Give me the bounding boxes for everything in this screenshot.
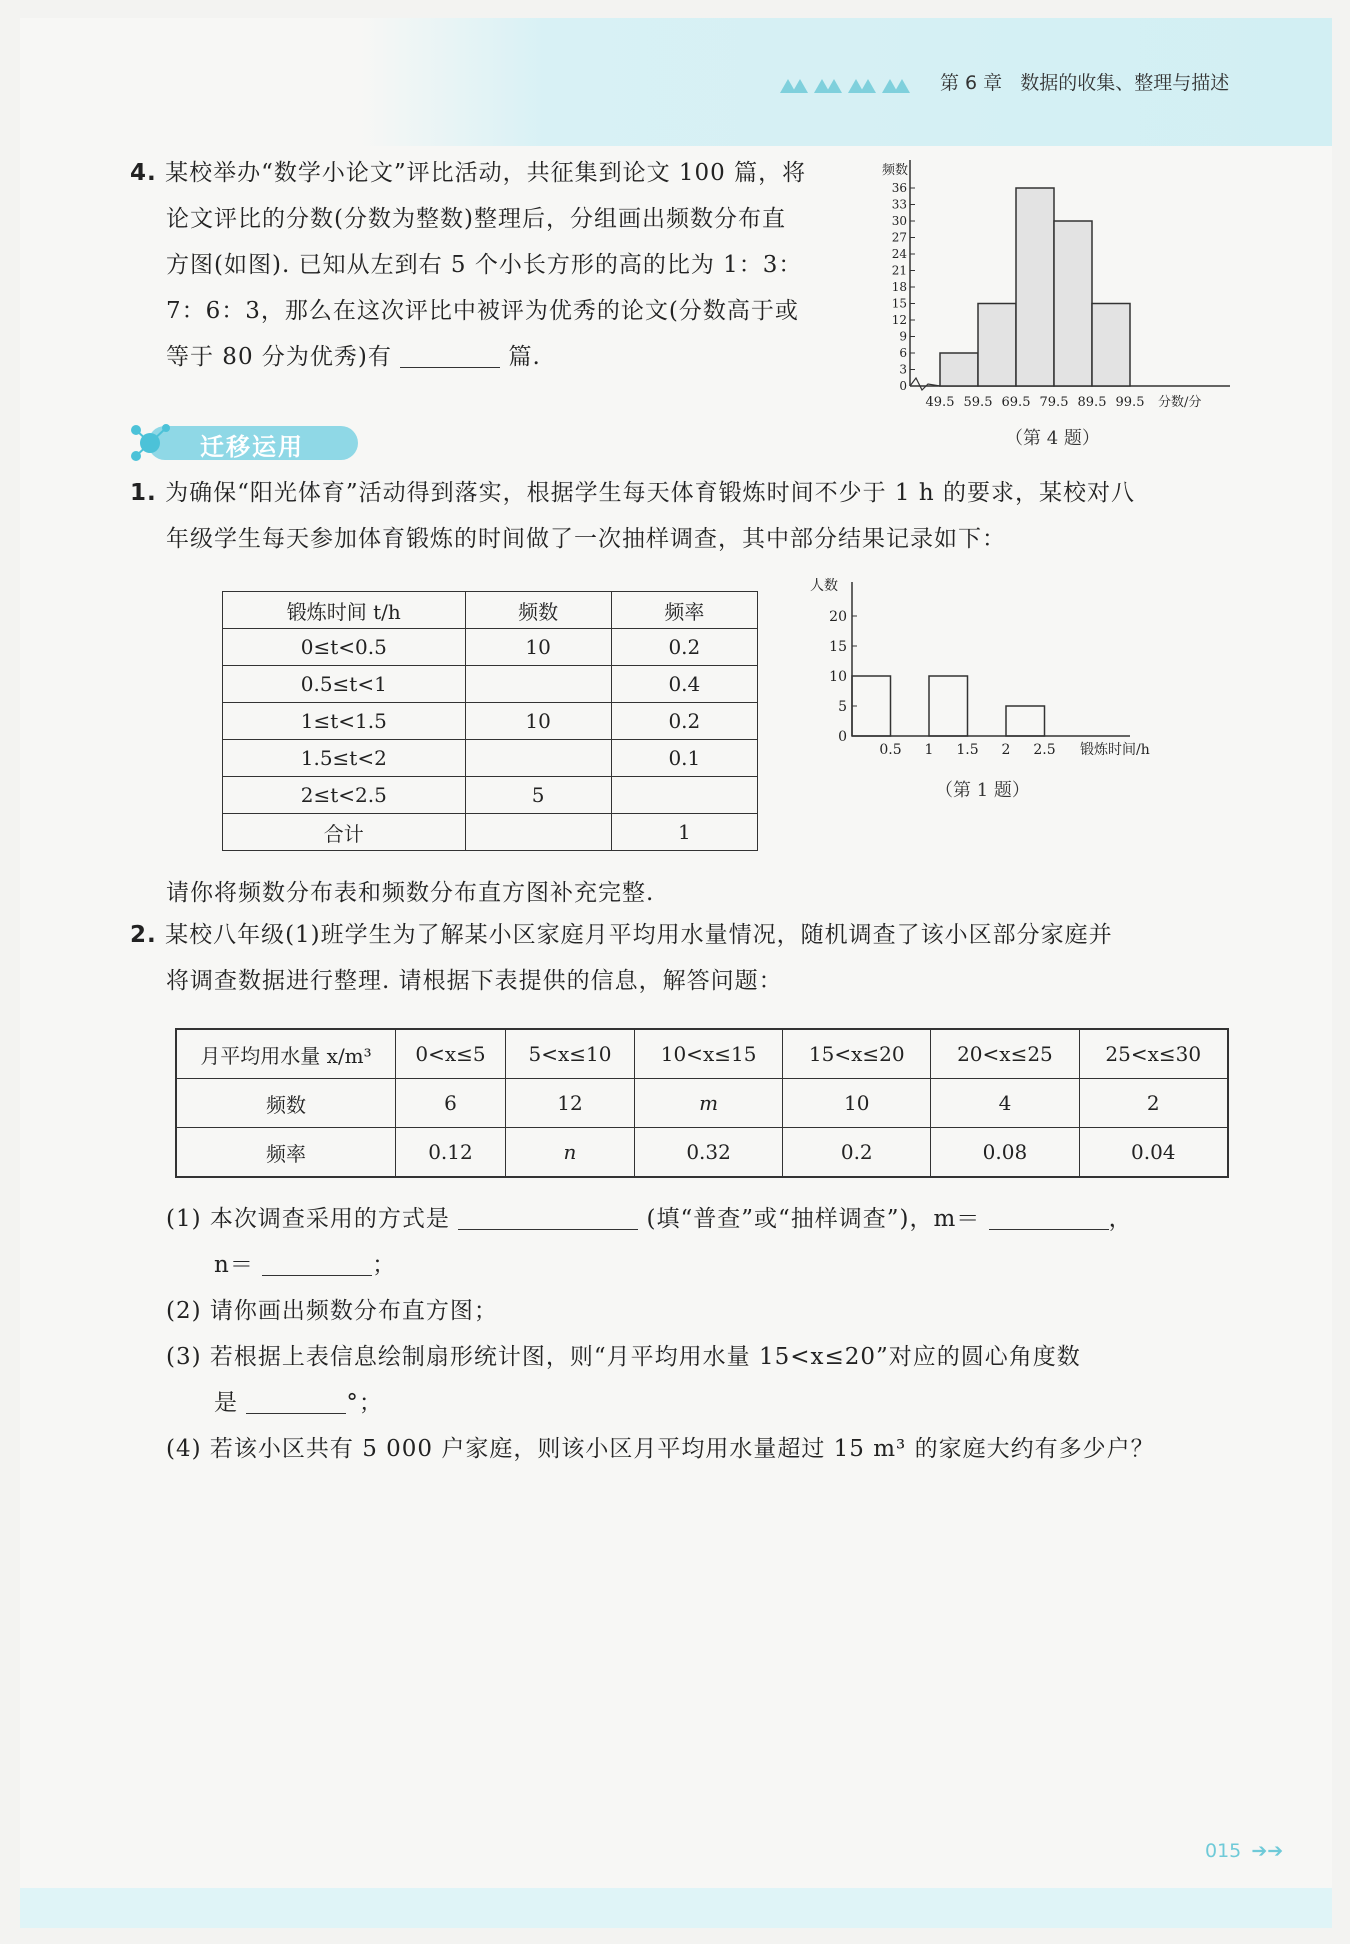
histogram-bar [1006, 706, 1045, 736]
table-cell: 0.04 [1079, 1128, 1228, 1178]
table-cell: 12 [505, 1079, 634, 1128]
table-cell: 1≤t<1.5 [223, 703, 466, 740]
table-cell: 合计 [223, 814, 466, 851]
table-cell: 0.1 [611, 740, 757, 777]
y-tick-label: 24 [891, 247, 907, 261]
table-cell: 0<x≤5 [396, 1029, 506, 1079]
histogram-bar [940, 353, 978, 386]
table-row [223, 666, 758, 703]
p2-line-1: 某校八年级(1)班学生为了解某小区家庭月平均用水量情况，随机调查了该小区部分家庭并 [165, 922, 1113, 948]
table-cell: 10 [783, 1079, 931, 1128]
table-row [223, 740, 758, 777]
table-row [223, 703, 758, 740]
table-cell: 5<x≤10 [505, 1029, 634, 1079]
y-tick-label: 21 [891, 263, 907, 278]
x-tick-label: 1.5 [956, 742, 979, 758]
table-header-cell: 频率 [611, 592, 757, 629]
table-cell-blank[interactable] [465, 740, 611, 777]
table-cell: 10 [465, 629, 611, 666]
histogram-bar [929, 676, 968, 736]
table-cell: 0.32 [635, 1128, 783, 1178]
q4-caption: （第 4 题） [1005, 428, 1100, 449]
q4-line-4: 7：6：3，那么在这次评比中被评为优秀的论文(分数高于或 [166, 298, 799, 324]
y-tick-label: 20 [829, 609, 847, 625]
p2-sub3-end: °； [346, 1390, 383, 1416]
p1-line-2: 年级学生每天参加体育锻炼的时间做了一次抽样调查，其中部分结果记录如下： [166, 526, 1006, 552]
table-row [176, 1079, 1228, 1128]
y-tick-label: 5 [838, 699, 847, 715]
answer-blank-method[interactable] [458, 1203, 638, 1230]
histogram-bar [1016, 188, 1054, 386]
table-row [176, 1128, 1228, 1178]
table-header-row [223, 592, 758, 629]
p2-sub1-end: ； [372, 1252, 397, 1278]
answer-blank[interactable] [400, 341, 500, 368]
question-number: 4. [130, 160, 157, 186]
table-cell: 0.2 [611, 629, 757, 666]
table-cell: 0.12 [396, 1128, 506, 1178]
y-tick-label: 27 [891, 230, 907, 245]
q4-histogram [880, 150, 1250, 420]
q4-line-1: 某校举办“数学小论文”评比活动，共征集到论文 100 篇，将 [165, 160, 807, 186]
question-4 [130, 150, 890, 380]
chapter-number: 第 6 章 [940, 72, 1003, 94]
answer-blank-m[interactable] [989, 1203, 1109, 1230]
x-tick-label: 99.5 [1115, 395, 1145, 410]
p2-sub3-cont: 是 [214, 1390, 238, 1416]
y-axis-label: 频数 [882, 163, 909, 178]
table-cell-blank[interactable] [465, 814, 611, 851]
p2-sub1-text: (1) 本次调查采用的方式是 [166, 1206, 450, 1232]
p2-sub1-comma: ， [1108, 1206, 1133, 1232]
x-tick-label: 0.5 [879, 742, 902, 758]
problem-number: 2. [130, 922, 157, 948]
table-cell: 0.4 [611, 666, 757, 703]
table-row [223, 629, 758, 666]
table-row [176, 1029, 1228, 1079]
table-cell: 0.2 [611, 703, 757, 740]
table-cell: 10 [465, 703, 611, 740]
p2-sub2: (2) 请你画出频数分布直方图； [166, 1298, 498, 1324]
q4-line-3: 方图(如图). 已知从左到右 5 个小长方形的高的比为 1：3： [166, 252, 803, 278]
histogram-bar [978, 304, 1016, 387]
problem-2 [130, 912, 1280, 1004]
y-tick-label: 12 [891, 313, 907, 327]
x-axis-label: 锻炼时间/h [1080, 742, 1150, 758]
p2-line-2: 将调查数据进行整理. 请根据下表提供的信息，解答问题： [166, 968, 783, 994]
answer-blank-angle[interactable] [246, 1387, 346, 1414]
x-tick-label: 79.5 [1039, 395, 1069, 410]
x-tick-label: 49.5 [925, 395, 955, 410]
p2-water-table [175, 1028, 1229, 1178]
histogram-bar [1092, 304, 1130, 387]
p2-sub1-n: n＝ [214, 1252, 254, 1278]
table-header-cell: 频数 [465, 592, 611, 629]
header-triangles-decoration [780, 75, 930, 95]
x-tick-label: 89.5 [1077, 395, 1107, 410]
table-cell: 0.5≤t<1 [223, 666, 466, 703]
table-cell: 10<x≤15 [635, 1029, 783, 1079]
y-tick-label: 30 [891, 214, 907, 228]
y-tick-label: 15 [891, 296, 907, 311]
y-tick-label: 33 [891, 197, 907, 212]
table-cell: 20<x≤25 [931, 1029, 1079, 1079]
x-tick-label: 1 [924, 742, 934, 758]
p1-histogram [800, 568, 1180, 768]
problem-1 [130, 470, 1280, 562]
p1-caption: （第 1 题） [935, 780, 1030, 801]
section-title: 迁移运用 [200, 433, 304, 461]
table-cell: 25<x≤30 [1079, 1029, 1228, 1079]
p2-sub4: (4) 若该小区共有 5 000 户家庭，则该小区月平均用水量超过 15 m³ 的家庭大约有多少户？ [166, 1436, 1155, 1462]
page-number [1205, 1840, 1283, 1862]
page-number-text: 015 [1205, 1840, 1242, 1862]
y-tick-label: 6 [899, 346, 907, 360]
y-tick-label: 9 [899, 329, 907, 344]
table-cell: n [505, 1128, 634, 1178]
table-cell: 6 [396, 1079, 506, 1128]
y-tick-label: 18 [891, 280, 907, 294]
table-cell: 0.08 [931, 1128, 1079, 1178]
y-tick-label: 0 [899, 379, 907, 393]
table-cell: 2 [1079, 1079, 1228, 1128]
p2-subquestions [166, 1196, 1266, 1472]
histogram-bar [1054, 221, 1092, 386]
table-cell: 1.5≤t<2 [223, 740, 466, 777]
table-header-cell: 月平均用水量 x/m³ [176, 1029, 396, 1079]
y-tick-label: 10 [829, 669, 847, 685]
table-row [223, 777, 758, 814]
p1-line-1: 为确保“阳光体育”活动得到落实，根据学生每天体育锻炼时间不少于 1 h 的要求，某校对八 [165, 480, 1135, 506]
table-cell-blank[interactable] [611, 777, 757, 814]
p1-instruction: 请你将频数分布表和频数分布直方图补充完整. [166, 880, 655, 906]
table-cell: 15<x≤20 [783, 1029, 931, 1079]
q4-line-5: 等于 80 分为优秀)有 [166, 344, 392, 370]
table-cell: 0.2 [783, 1128, 931, 1178]
p2-sub3: (3) 若根据上表信息绘制扇形统计图，则“月平均用水量 15<x≤20”对应的圆心角度数 [166, 1344, 1081, 1370]
x-tick-label: 69.5 [1001, 395, 1031, 410]
table-header-cell: 频数 [176, 1079, 396, 1128]
table-cell: 2≤t<2.5 [223, 777, 466, 814]
table-cell: 1 [611, 814, 757, 851]
q4-line-2: 论文评比的分数(分数为整数)整理后，分组画出频数分布直 [166, 206, 786, 232]
table-header-cell: 锻炼时间 t/h [223, 592, 466, 629]
y-tick-label: 3 [899, 362, 907, 377]
x-axis-label: 分数/分 [1158, 395, 1202, 410]
table-header-cell: 频率 [176, 1128, 396, 1178]
axis-break-mark [910, 378, 940, 390]
histogram-bar [852, 676, 891, 736]
chapter-title: 数据的收集、整理与描述 [1020, 72, 1230, 94]
y-tick-label: 15 [829, 639, 847, 655]
answer-blank-n[interactable] [262, 1249, 372, 1276]
x-tick-label: 2 [1001, 742, 1011, 758]
chapter-header [940, 68, 1229, 95]
y-tick-label: 0 [838, 729, 847, 745]
x-tick-label: 59.5 [963, 395, 993, 410]
table-cell-blank[interactable] [465, 666, 611, 703]
p1-frequency-table [222, 591, 758, 851]
table-cell: m [635, 1079, 783, 1128]
y-tick-label: 36 [891, 181, 907, 195]
footer-band [20, 1888, 1332, 1928]
table-cell: 4 [931, 1079, 1079, 1128]
arrow-right-icon: ➔➔ [1251, 1840, 1284, 1862]
q4-line-5-end: 篇. [508, 344, 541, 370]
p2-sub1-hint: (填“普查”或“抽样调查”)，m＝ [646, 1206, 981, 1232]
table-cell: 5 [465, 777, 611, 814]
table-cell: 0≤t<0.5 [223, 629, 466, 666]
y-axis-label: 人数 [810, 578, 838, 594]
table-row [223, 814, 758, 851]
problem-number: 1. [130, 480, 157, 506]
x-tick-label: 2.5 [1033, 742, 1056, 758]
